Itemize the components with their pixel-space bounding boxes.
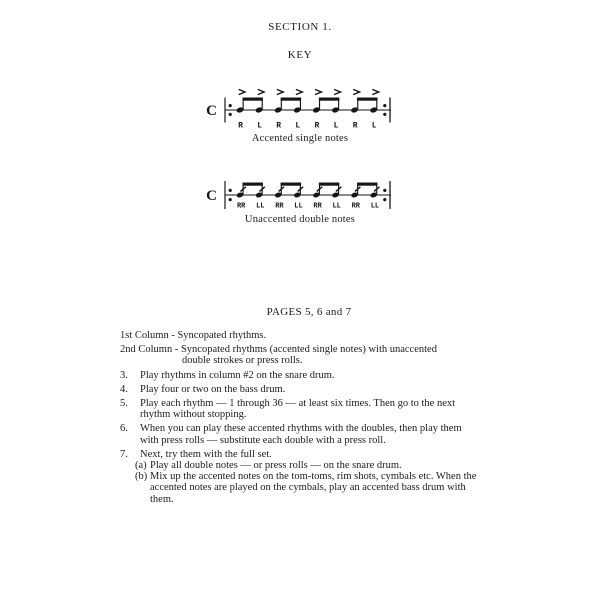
svg-text:L: L (333, 121, 339, 131)
staff-unaccented-double-notes (198, 162, 408, 216)
item-number: 3. (120, 369, 128, 381)
item-number: 7. (120, 448, 128, 460)
key-title: KEY (287, 49, 313, 61)
svg-text:L: L (295, 121, 301, 131)
list-item-4 (120, 384, 510, 395)
svg-text:RR: RR (313, 202, 322, 211)
item-number: 6. (120, 423, 128, 435)
list-item-text: Play each rhythm — 1 through 36 — at least six times. Then go to the next rhythm without stopping. (140, 398, 456, 421)
instructions-list (120, 330, 510, 508)
sticking-labels (238, 122, 377, 131)
notes-group (236, 183, 379, 199)
time-signature: C (206, 188, 217, 205)
subitem-label: (a) (135, 460, 147, 472)
svg-text:RR: RR (275, 202, 284, 211)
subitem-text: Mix up the accented notes on the tom-toms, rim shots, cymbals etc. When the accented notes are played on the cymbals, play an accented bass drum with them. (150, 471, 477, 505)
pages-heading: PAGES 5, 6 and 7 (266, 306, 352, 318)
svg-text:LL: LL (332, 202, 341, 211)
list-item-text: Play rhythms in column #2 on the snare drum. (140, 369, 335, 381)
subitem-label: (b) (135, 471, 148, 483)
list-item-text: Play four or two on the bass drum. (140, 383, 286, 395)
list-item-7 (120, 449, 510, 460)
list-item-text: 2nd Column - Syncopated rhythms (accented single notes) with unaccented double strokes or press rolls. (120, 344, 437, 367)
list-item-text: 1st Column - Syncopated rhythms. (120, 330, 267, 341)
beams (243, 98, 378, 101)
item-number: 4. (120, 383, 128, 395)
list-item-text: When you can play these accented rhythms with the doubles, then play them with press rolls — substitute each double with a press roll. (140, 423, 462, 446)
list-item-1st-column (120, 330, 510, 341)
section-title: SECTION 1. (268, 21, 332, 33)
svg-text:LL: LL (294, 202, 303, 211)
svg-text:L: L (371, 121, 377, 131)
staff1-caption: Accented single notes (251, 133, 349, 144)
svg-text:R: R (276, 121, 282, 131)
list-item-2nd-column (120, 344, 510, 366)
svg-text:RR: RR (351, 202, 361, 211)
svg-text:R: R (238, 121, 243, 131)
list-subitem-a (135, 460, 510, 471)
list-subitem-b (135, 471, 510, 505)
list-item-6 (120, 423, 510, 445)
list-item-5 (120, 398, 510, 420)
svg-text:R: R (314, 121, 320, 131)
item-number: 5. (120, 398, 128, 410)
staff2-caption: Unaccented double notes (244, 214, 356, 225)
sticking-labels (237, 203, 379, 211)
svg-text:LL: LL (370, 202, 380, 211)
svg-text:LL: LL (256, 202, 265, 211)
accent-marks (239, 89, 379, 94)
list-item-3 (120, 370, 510, 381)
staff-line-and-barlines (225, 98, 391, 123)
sub-items (120, 460, 510, 505)
staff-accented-single-notes (198, 84, 408, 134)
list-item-text: Next, try them with the full set. (140, 448, 272, 460)
time-signature: C (206, 103, 217, 120)
svg-text:R: R (352, 121, 358, 131)
svg-text:L: L (257, 121, 263, 131)
svg-text:RR: RR (236, 202, 246, 211)
beams (243, 183, 378, 186)
subitem-text: Play all double notes — or press rolls — on the snare drum. (150, 460, 402, 472)
